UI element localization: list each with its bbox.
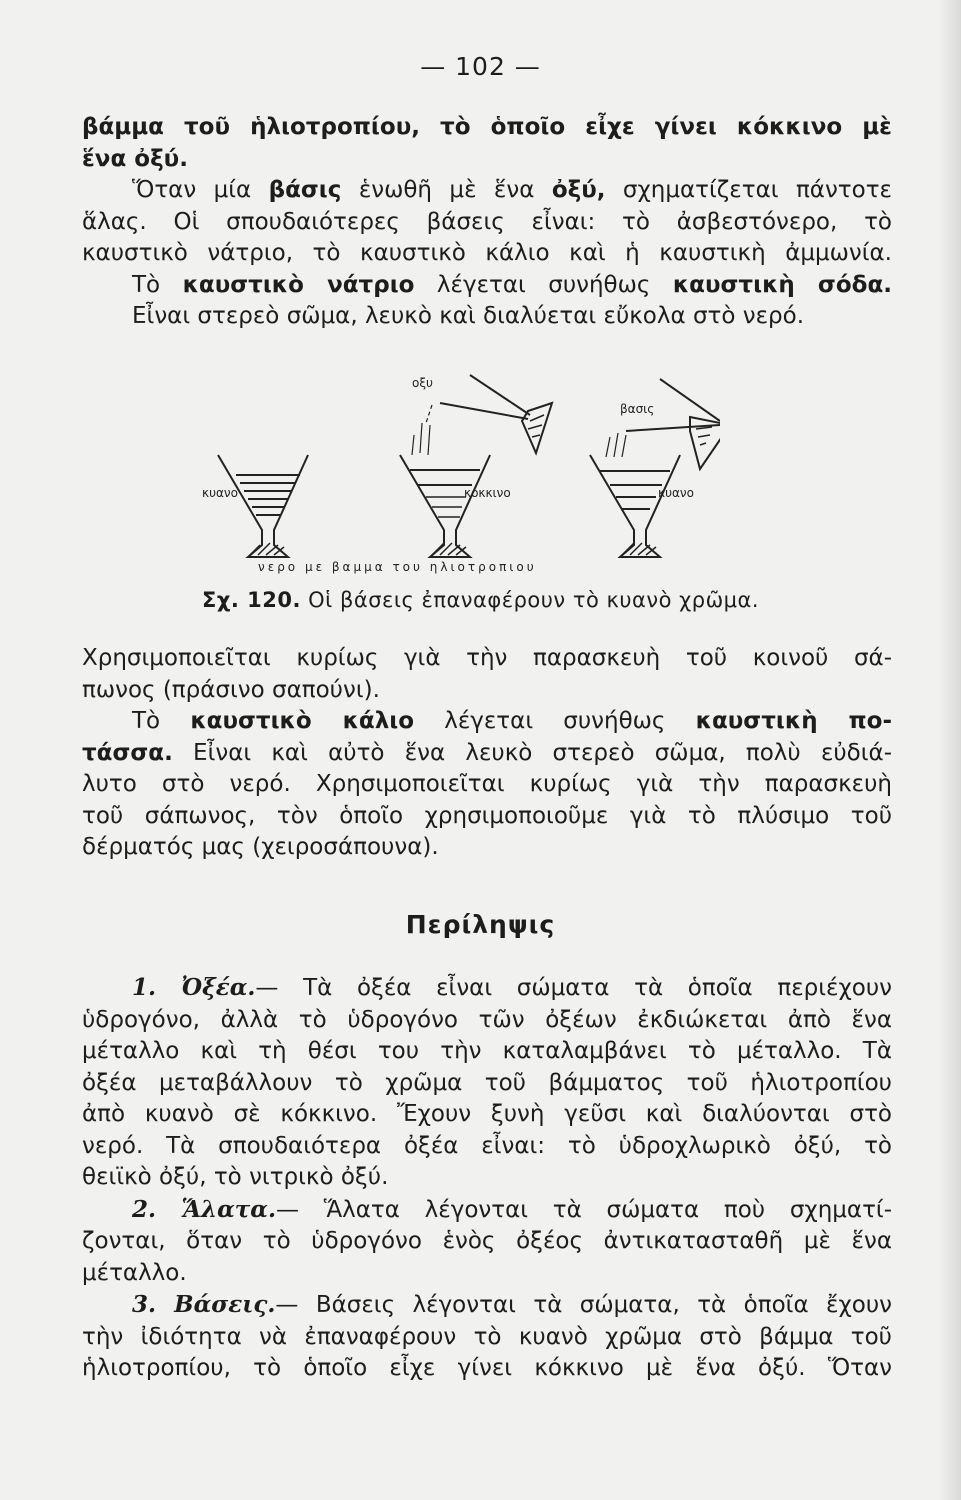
label-base: βασις <box>620 402 655 416</box>
caption-number: Σχ. 120. <box>201 588 301 612</box>
term-caustic-sodium: καυστικὸ νάτριο <box>182 271 415 298</box>
text-line <box>82 1194 892 1227</box>
text-line: μέταλλο. <box>82 1259 187 1286</box>
text-line: ἀπὸ κυανὸ σὲ κόκκινο. Ἔχουν ξυνὴ γεῦσι καὶ διαλύονται στὸ <box>82 1101 892 1127</box>
text-line: ὑδρογόνο, ἀλλὰ τὸ ὑδρογόνο τῶν ὀξέων ἐκδιώκεται ἀπὸ ἕνα <box>82 1006 892 1033</box>
text-line <box>82 738 892 770</box>
term-potash-end: τάσσα. <box>82 739 173 766</box>
text-line <box>82 175 892 207</box>
text-line: δέρματός μας (χειροσάπουνα). <box>82 834 439 860</box>
text-run: ἑνωθῆ μὲ ἕνα <box>341 177 552 203</box>
label-acid: οξυ <box>412 376 433 390</box>
text-line: μέταλλο καὶ τὴ θέσι του τὴν καταλαμβάνει τὸ μέταλλο. Τὰ <box>82 1038 892 1064</box>
label-bottom: νερο με βαμμα του ηλιοτροπιου <box>258 560 537 574</box>
text-line <box>82 270 892 302</box>
label-blue-right: κυανο <box>658 486 694 500</box>
text-line: λυτο στὸ νερό. Χρησιμοποιεῖται κυρίως γιὰ τὴν παρασκευὴ <box>82 771 892 797</box>
text-run: — Βάσεις λέγονται τὰ σώματα, τὰ ὁποῖα ἔχουν <box>275 1292 892 1318</box>
text-line <box>82 1289 892 1322</box>
text-line: θειϊκὸ ὀξύ, τὸ νιτρικὸ ὀξύ. <box>82 1164 389 1190</box>
text-line: τὴν ἰδιότητα νὰ ἐπαναφέρουν τὸ κυανὸ χρῶμα στὸ βάμμα τοῦ <box>82 1323 892 1350</box>
text-line <box>82 972 892 1005</box>
text-line: τοῦ σάπωνος, τὸν ὁποῖο χρησιμοποιοῦμε γιὰ τὸ πλύσιμο τοῦ <box>82 802 892 829</box>
term-basis: βάσις <box>268 177 342 203</box>
text-line: πωνος (πράσινο σαπούνι). <box>82 676 380 703</box>
text-run: λέγεται συνήθως <box>414 271 673 298</box>
text-run: Ὅταν μία <box>132 177 269 203</box>
summary-label-acids: 1. Ὀξέα. <box>132 974 256 1001</box>
text-line: καυστικὸ νάτριο, τὸ καυστικὸ κάλιο καὶ ἡ καυστικὴ ἀμμωνία. <box>82 240 892 266</box>
text-run: — Τὰ ὀξέα εἶναι σώματα τὰ ὁποῖα περιέχουν <box>255 975 892 1001</box>
text-run: σχηματίζεται πάντοτε <box>605 177 892 203</box>
text-run: Εἶναι καὶ αὐτὸ ἕνα λευκὸ στερεὸ σῶμα, πολὺ εὐδιά- <box>172 739 892 766</box>
summary-heading: Περίληψις <box>405 910 556 939</box>
text-line: ἡλιοτροπίου, τὸ ὁποῖο εἶχε γίνει κόκκινο μὲ ἕνα ὀξύ. Ὅταν <box>82 1355 892 1381</box>
figure-litmus-glasses <box>200 365 720 585</box>
bold-phrase: ἕνα ὀξύ. <box>82 145 188 172</box>
text-line: ζονται, ὅταν τὸ ὑδρογόνο ἑνὸς ὀξέος ἀντικατασταθῆ μὲ ἕνα <box>82 1228 892 1254</box>
label-blue-left: κυανο <box>202 486 238 500</box>
text-line: νερό. Τὰ σπουδαιότερα ὀξέα εἶναι: τὸ ὑδροχλωρικὸ ὀξύ, τὸ <box>82 1132 892 1159</box>
text-run: Τὸ <box>132 708 191 734</box>
summary-label-bases: 3. Βάσεις. <box>132 1291 276 1318</box>
bold-phrase: βάμμα τοῦ ἡλιοτροπίου, <box>82 114 420 140</box>
text-line: ἅλας. Οἱ σπουδαιότερες βάσεις εἶναι: τὸ ἀσβεστόνερο, τὸ <box>82 208 892 235</box>
text-line: Εἶναι στερεὸ σῶμα, λευκὸ καὶ διαλύεται εὔκολα στὸ νερό. <box>132 303 805 329</box>
page-number: — 102 — <box>420 52 541 81</box>
text-line <box>82 112 892 144</box>
term-acid: ὀξύ, <box>551 177 606 203</box>
page-edge-shadow <box>939 0 961 1500</box>
text-run: Τὸ <box>132 271 183 298</box>
paragraph-potash <box>82 643 892 864</box>
glass-left-icon <box>218 455 308 557</box>
bold-phrase: τὸ ὁποῖο εἶχε γίνει κόκκινο μὲ <box>419 114 892 140</box>
pouring-base-glass-icon <box>626 379 720 469</box>
summary-section <box>82 972 892 1385</box>
caption-text: Οἱ βάσεις ἐπαναφέρουν τὸ κυανὸ χρῶμα. <box>300 588 760 612</box>
text-line <box>82 144 892 176</box>
text-line <box>82 706 892 738</box>
summary-label-salts: 2. Ἅλατα. <box>132 1195 276 1223</box>
text-run: λέγεται συνήθως <box>414 708 696 734</box>
pouring-acid-glass-icon <box>426 375 552 453</box>
term-caustic-potassium: καυστικὸ κάλιο <box>190 708 415 734</box>
text-run: — Ἅλατα λέγονται τὰ σώματα ποὺ σχηματί- <box>275 1196 892 1223</box>
term-caustic-potash: καυστικὴ πο- <box>695 708 892 734</box>
term-caustic-soda: καυστικὴ σόδα. <box>672 271 892 298</box>
paragraph-bases-intro <box>82 112 892 333</box>
label-red: κοκκινο <box>464 486 511 500</box>
text-line: ὀξέα μεταβάλλουν τὸ χρῶμα τοῦ βάμματος τοῦ ἡλιοτροπίου <box>82 1069 892 1096</box>
text-line: Χρησιμοποιεῖται κυρίως γιὰ τὴν παρασκευὴ τοῦ κοινοῦ σά- <box>82 645 892 671</box>
figure-caption <box>0 588 961 612</box>
